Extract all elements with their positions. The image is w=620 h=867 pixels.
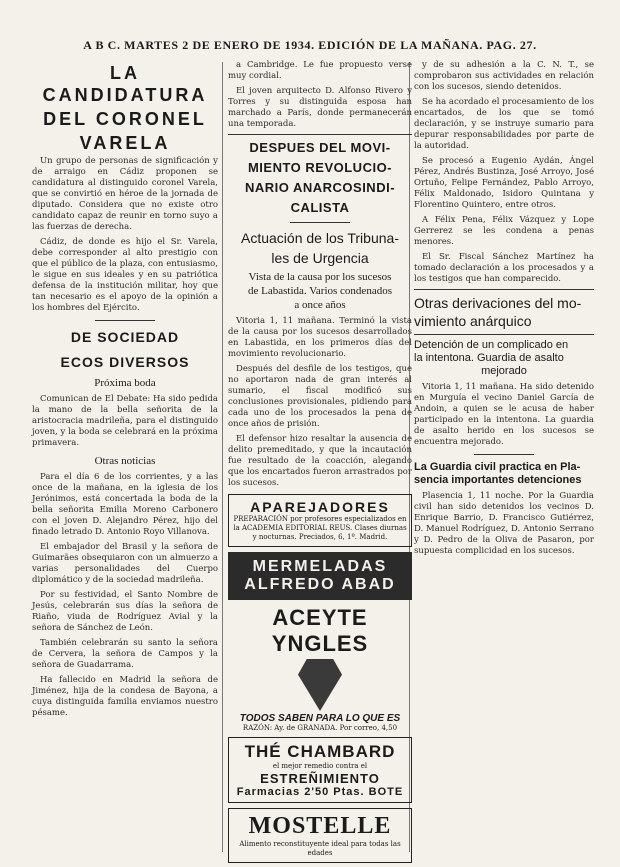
paragraph: El defensor hizo resaltar la ausencia de delito premeditado, y que la incautación fue resultado de la coacción, alegando que los encartados fueron arrastrados por los sucesos. [228,434,412,488]
article-title-line-4: CALISTA [290,200,350,215]
ad-brand: THÉ CHAMBARD [244,742,396,761]
subheading-line-1: Detención de un complicado en [414,339,569,351]
ad-title: APAREJADORES [250,499,390,515]
subtitle-line-2: les de Urgencia [271,250,369,266]
subheading-line-3: a once años [294,299,346,311]
column-left [32,60,218,850]
ad-tagline: TODOS SABEN PARA LO QUE ES [239,713,401,724]
ad-mermeladas: MERMELADAS ALFREDO ABAD [228,552,412,600]
paragraph: Cádiz, de donde es hijo el Sr. Varela, debe corresponder al alto prestigio con que el público de la plaza, con entusiasmo, le sigue en sus ideales y en su patriótica defensa de la institución militar, hoy que tan necesario es el apoyo de la opinión a los hombres del Ejército. [32,237,218,313]
paragraph: Después del desfile de los testigos, que no aportaron nada de gran interés al sumario, el fiscal modificó sus conclusiones provisionales, pidiendo para cada uno de los procesados la pena de once años de prisión. [228,364,412,429]
shield-icon [298,659,342,711]
paragraph: Plasencia 1, 11 noche. Por la Guardia civil han sido detenidos los vecinos D. Enrique Barrio, D. Francisco Gutiérrez, D. Manuel Rodríguez, D. Antonio Serrano y D. Pedro de la Oliva de Pasaron, por supuesta complicidad en los sucesos. [414,491,594,556]
divider [95,320,155,321]
article-title-line-1: DESPUES DEL MOVI- [249,140,391,155]
subheading-line-1: Vista de la causa por los sucesos [248,271,392,283]
subtitle-line-1: Otras derivaciones del mo- [414,295,582,311]
section-title-line-1: DE SOCIEDAD [70,329,180,345]
ad-text: Alimento reconstituyente ideal para todas las edades [239,840,401,857]
ad-brand: ACEYTE YNGLES [271,605,369,656]
ad-headline: ESTREÑIMIENTO [260,771,380,786]
subheading-line-2: sencia importantes detenciones [414,474,582,486]
paragraph: El Sr. Fiscal Sánchez Martínez ha tomado declaración a los procesados y a los testigos que han comparecido. [414,252,594,284]
divider [290,222,350,223]
column-right [414,60,594,850]
paragraph: Se ha acordado el procesamiento de los encartados, de los que se tomó declaración, y se instruye sumario para depurar responsabilidades por parte de la autoridad. [414,97,594,151]
paragraph: Vitoria 1, 11 mañana. Ha sido detenido en Murguía el vecino Daniel García de Andoin, a quien se le acusa de haber participado en la intentona. La guardia de asalto herido en los sucesos se encuentra mejorado. [414,382,594,447]
paragraph: y de su adhesión a la C. N. T., se comprobaron sus actividades en relación con los sucesos, siendo detenidos. [414,60,594,92]
ad-aceite [228,605,412,732]
article-title-line-2: DEL CORONEL [43,109,207,129]
subtitle-line-1: Actuación de los Tribuna- [241,230,399,246]
ad-text: el mejor remedio contra el [272,762,368,770]
column-rule-1 [222,62,223,852]
ad-text: PREPARACIÓN por profesores especializados en la ACADEMIA EDITORIAL REUS. Clases diurnas y nocturnas. Preciados, 6, 1º. Madrid. [233,515,407,541]
paragraph: Ha fallecido en Madrid la señora de Jiménez, hija de la condesa de Bayona, a cuya distinguida familia enviamos nuestro pésame. [32,675,218,718]
paragraph: A Félix Pena, Félix Vázquez y Lope Gerrerez se les condena a penas menores. [414,215,594,247]
ad-small-text: RAZÓN: Ay. de GRANADA. Por correo, 4,50 [242,724,398,732]
ad-chambard [228,737,412,803]
subheading-line-2: la intentona. Guardia de asalto [414,352,564,364]
article-title-line-3: NARIO ANARCOSINDI- [244,180,396,195]
paragraph: El joven arquitecto D. Alfonso Rivero y Torres y su distinguida esposa han marchado a París, donde permanecerán una temporada. [228,86,412,129]
paragraph: Para el día 6 de los corrientes, y a las once de la mañana, en la iglesia de los Jerónimos, está concertada la boda de la bella señorita Emilia Moreno Carbonero con el joven D. Alejandro Pérez, hijo del finado letrado D. Antonio Royo Villanova. [32,472,218,537]
page-header [18,38,602,53]
ad-aparejadores [228,494,412,547]
paragraph: También celebrarán su santo la señora de Cervera, la señora de Campos y la señora de Guadarrama. [32,638,218,670]
paragraph: Por su festividad, el Santo Nombre de Jesús, celebrarán sus días la señora de Riaño, viuda de Rodríguez Avial y la señora de Sánchez de León. [32,590,218,633]
paragraph: Comunican de El Debate: Ha sido pedida la mano de la bella señorita de la aristocracia madrileña, para el distinguido joven, y la boda se celebrará en la próxima primavera. [32,394,218,448]
ad-mostelle [228,808,412,863]
subheading: Próxima boda [94,377,156,389]
article-title-line-1: LA CANDIDATURA [42,63,208,105]
section-title-line-2: ECOS DIVERSOS [60,354,190,370]
article-title-line-2: MIENTO REVOLUCIO- [247,160,393,175]
paragraph: El embajador del Brasil y la señora de Guimarães obsequiaron con un almuerzo a varias personalidades del Cuerpo diplomático y de la sociedad madrileña. [32,542,218,585]
ad-price: Farmacias 2'50 Ptas. BOTE [236,786,404,798]
column-middle [228,60,412,857]
paragraph: Vitoria 1, 11 mañana. Terminó la vista de la causa por los sucesos desarrollados en Labastida, en los primeros días del movimiento revolucionario. [228,316,412,359]
header-line: A B C. MARTES 2 DE ENERO DE 1934. EDICIÓN DE LA MAÑANA. PAG. 27. [83,38,537,52]
divider [228,134,412,135]
subheading-line-2: de Labastida. Varios condenados [248,285,392,297]
subtitle-line-2: vimiento anárquico [414,313,532,329]
divider [414,334,594,335]
divider [474,454,534,455]
paragraph: a Cambridge. Le fue propuesto verse muy cordial. [228,60,412,81]
subheading: Otras noticias [94,455,156,467]
ad-brand: MOSTELLE [248,813,392,839]
subheading-line-3: mejorado [481,365,527,377]
subheading-line-1: La Guardia civil practica en Pla- [414,461,581,473]
paragraph: Un grupo de personas de significación y de arraigo en Cádiz proponen se candidatura al distinguido coronel Varela, que se convirtió en héroe de la jornada de diputado. Considera que no existe otro candidato capaz de reunir en torno suyo a las fuerzas de derecha. [32,156,218,232]
paragraph: Se procesó a Eugenio Aydán, Ángel Pérez, Andrés Bustinza, José Arroyo, José Ortuño, Felipe Fernández, Pablo Arroyo, Félix Maldonado, Isidoro Quintana y Florentino Quintero, entre otros. [414,156,594,210]
divider [414,289,594,290]
article-title-line-3: VARELA [79,133,171,153]
